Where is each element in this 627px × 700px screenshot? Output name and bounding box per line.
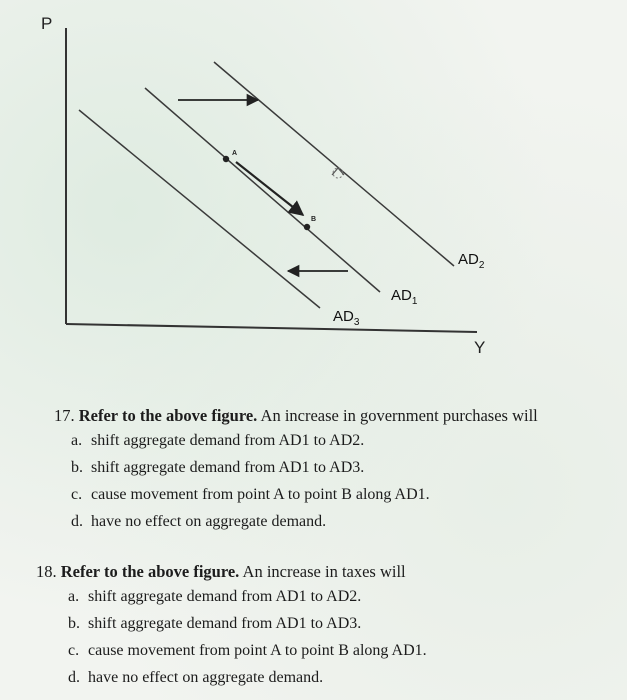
question-18-number: 18. bbox=[36, 562, 57, 581]
question-17-lead: Refer to the above figure. bbox=[78, 406, 258, 425]
label-ad3: $AD_3$ bbox=[333, 308, 360, 328]
point-a bbox=[223, 156, 229, 162]
label-ad2: $AD_2$ bbox=[458, 251, 485, 271]
label-ad2-sub: 2 bbox=[478, 260, 485, 271]
option-letter: a. bbox=[71, 432, 83, 449]
question-18-text: An increase in taxes will bbox=[242, 562, 406, 581]
option-letter: d. bbox=[71, 513, 83, 530]
question-18-option-a bbox=[68, 583, 627, 610]
point-a-label: A bbox=[232, 150, 238, 157]
question-18-stem bbox=[0, 561, 627, 583]
question-17-option-c bbox=[71, 481, 627, 508]
question-17-text: An increase in government purchases will bbox=[260, 406, 538, 425]
y-axis-label: P bbox=[41, 14, 53, 33]
label-ad1-sub: 1 bbox=[411, 296, 418, 307]
option-letter: a. bbox=[68, 588, 80, 605]
option-text: shift aggregate demand from AD1 to AD2. bbox=[91, 432, 365, 449]
option-letter: d. bbox=[68, 669, 80, 686]
option-text: have no effect on aggregate demand. bbox=[88, 669, 324, 686]
question-18 bbox=[0, 561, 627, 691]
question-18-lead: Refer to the above figure. bbox=[60, 562, 240, 581]
option-text: shift aggregate demand from AD1 to AD3. bbox=[91, 459, 365, 476]
option-text: cause movement from point A to point B along AD1. bbox=[88, 642, 427, 659]
question-18-option-c bbox=[68, 637, 627, 664]
question-17-stem bbox=[0, 405, 627, 427]
x-axis-label: Y bbox=[474, 338, 486, 357]
option-letter: b. bbox=[68, 615, 80, 632]
question-17-option-b bbox=[71, 454, 627, 481]
question-18-option-d bbox=[68, 664, 627, 691]
question-17-option-a bbox=[71, 427, 627, 454]
label-ad3-sub: 3 bbox=[353, 317, 360, 328]
question-17-number: 17. bbox=[54, 406, 75, 425]
option-text: cause movement from point A to point B along AD1. bbox=[91, 486, 430, 503]
question-18-option-b bbox=[68, 610, 627, 637]
point-b-label: B bbox=[311, 216, 317, 223]
question-17 bbox=[0, 405, 627, 535]
question-18-options bbox=[0, 583, 627, 691]
option-letter: b. bbox=[71, 459, 83, 476]
option-text: have no effect on aggregate demand. bbox=[91, 513, 327, 530]
label-ad1: $AD_1$ bbox=[391, 287, 418, 307]
option-text: shift aggregate demand from AD1 to AD3. bbox=[88, 615, 362, 632]
question-17-options bbox=[0, 427, 627, 535]
option-letter: c. bbox=[71, 486, 83, 503]
point-b bbox=[304, 224, 310, 230]
movement-arrow bbox=[236, 162, 303, 215]
option-letter: c. bbox=[68, 642, 80, 659]
question-17-option-d bbox=[71, 508, 627, 535]
curve-ad2 bbox=[214, 62, 454, 266]
option-text: shift aggregate demand from AD1 to AD2. bbox=[88, 588, 362, 605]
x-axis bbox=[66, 324, 477, 332]
